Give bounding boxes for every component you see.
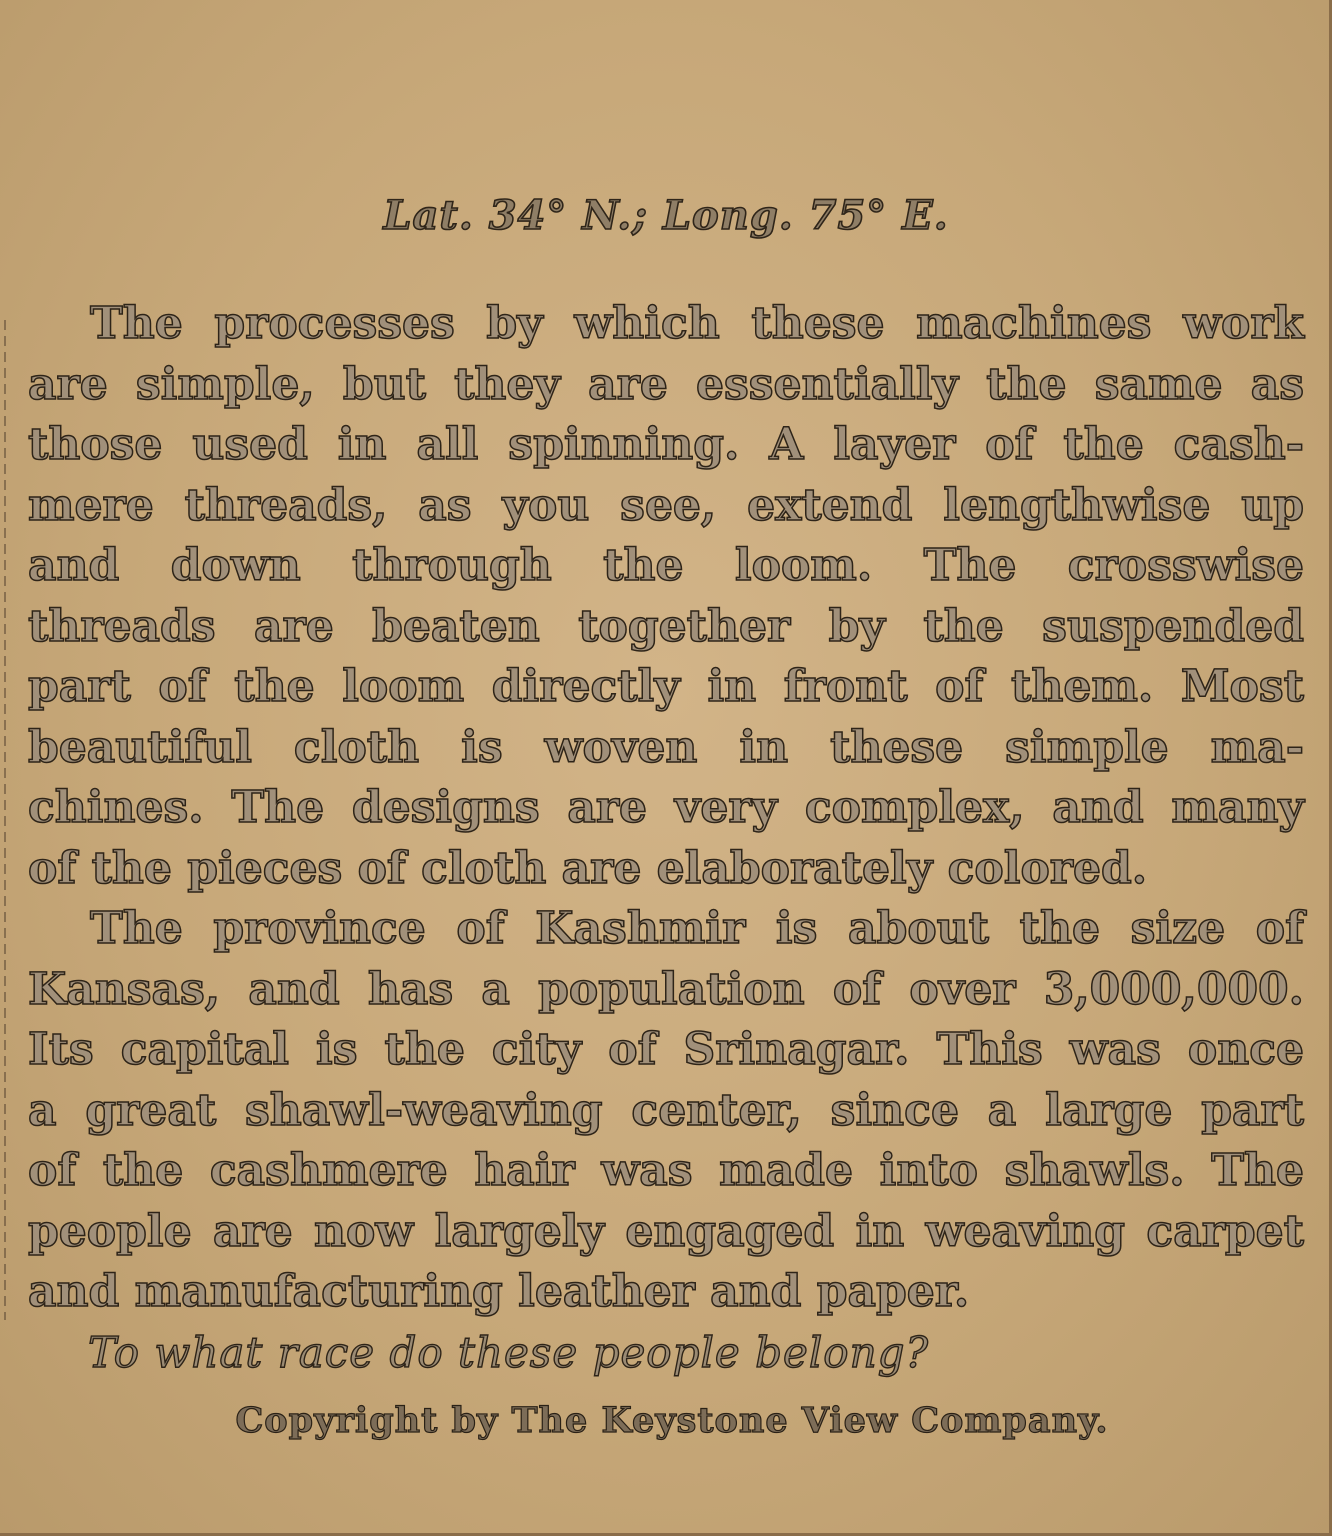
text-line: beautiful cloth is woven in these simple ma- <box>28 721 1304 773</box>
text-line: threads are beaten together by the suspended <box>28 600 1304 652</box>
description-text <box>28 294 1304 1323</box>
margin-rule <box>4 320 6 1320</box>
text-line: a great shawl-weaving center, since a large part <box>28 1084 1304 1136</box>
text-line: The processes by which these machines work <box>90 298 1304 349</box>
text-line: part of the loom directly in front of them. Most <box>28 661 1304 712</box>
text-line: mere threads, as you see, extend lengthwise up <box>28 479 1304 531</box>
question-text: To what race do these people belong? <box>88 1328 930 1377</box>
text-line: Its capital is the city of Srinagar. This was once <box>28 1024 1304 1075</box>
text-line: and down through the loom. The crosswise <box>28 540 1304 591</box>
text-line: The province of Kashmir is about the size of <box>90 903 1304 954</box>
text-line: Kansas, and has a population of over 3,000,000. <box>28 963 1304 1015</box>
coordinates-heading: Lat. 34° N.; Long. 75° E. <box>383 192 949 239</box>
text-line: of the cashmere hair was made into shawls. The <box>28 1145 1304 1196</box>
text-line: of the pieces of cloth are elaborately colored. <box>28 842 1148 894</box>
text-line: and manufacturing leather and paper. <box>28 1266 970 1317</box>
text-line: chines. The designs are very complex, and many <box>28 782 1304 833</box>
text-line: are simple, but they are essentially the same as <box>28 358 1304 410</box>
text-line: those used in all spinning. A layer of the cash- <box>28 419 1304 470</box>
copyright-line: Copyright by The Keystone View Company. <box>235 1400 1109 1441</box>
text-line: people are now largely engaged in weaving carpet <box>28 1205 1304 1257</box>
